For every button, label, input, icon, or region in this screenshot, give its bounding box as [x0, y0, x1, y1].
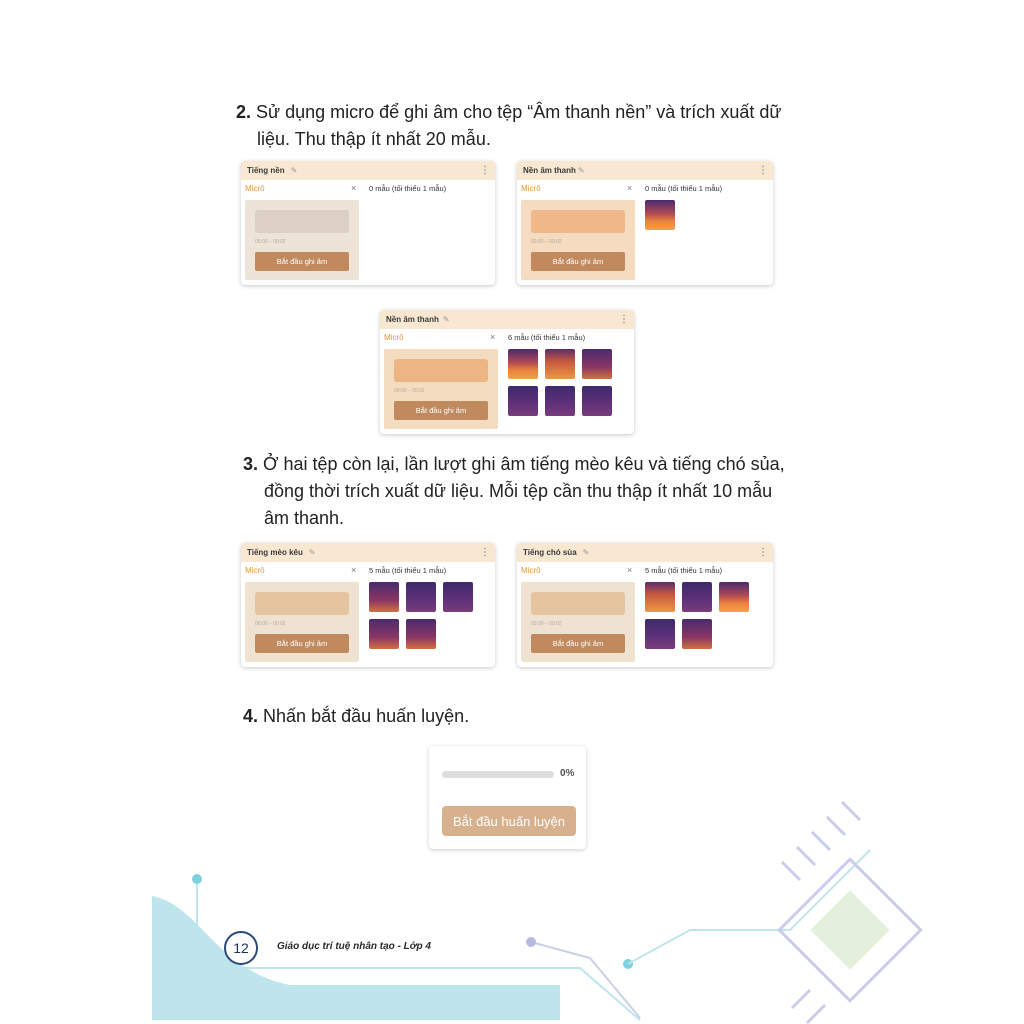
start-recording-button[interactable]: Bắt đầu ghi âm	[394, 401, 488, 420]
step-3-text	[243, 451, 785, 532]
record-panel	[245, 200, 359, 280]
microphone-label: Micrô	[521, 184, 541, 193]
card-header	[380, 310, 634, 329]
spectrogram-thumbnail[interactable]	[406, 619, 436, 649]
close-icon[interactable]: ×	[351, 565, 357, 575]
record-time: 00:00 – 00:02	[531, 621, 562, 627]
step-3-line-1: Ở hai tệp còn lại, lần lượt ghi âm tiếng mèo kêu và tiếng chó sủa,	[263, 454, 785, 474]
spectrogram-thumbnail[interactable]	[645, 582, 675, 612]
record-time: 00:00 – 00:02	[531, 239, 562, 245]
step-2-number: 2.	[236, 102, 252, 122]
audio-waveform-bar	[255, 592, 349, 615]
step-3-number: 3.	[243, 454, 259, 474]
card-title[interactable]: Tiếng nền	[247, 166, 285, 175]
record-panel	[384, 349, 498, 429]
spectrogram-thumbnail[interactable]	[545, 386, 575, 416]
record-time: 00:00 – 00:02	[255, 621, 286, 627]
microphone-label: Micrô	[384, 333, 404, 342]
record-time: 00:00 – 00:02	[255, 239, 286, 245]
close-icon[interactable]: ×	[351, 183, 357, 193]
class-card-tieng-meo-keu	[241, 543, 495, 667]
spectrogram-thumbnail[interactable]	[443, 582, 473, 612]
spectrogram-thumbnail[interactable]	[645, 200, 675, 230]
spectrogram-thumbnail[interactable]	[508, 386, 538, 416]
card-title[interactable]: Nền âm thanh	[386, 315, 439, 324]
card-header	[241, 161, 495, 180]
start-recording-button[interactable]: Bắt đầu ghi âm	[531, 252, 625, 271]
sample-count: 5 mẫu (tối thiểu 1 mẫu)	[645, 566, 723, 575]
step-4-text	[243, 703, 469, 730]
more-options-icon[interactable]: ⋮	[758, 165, 767, 176]
record-panel	[521, 582, 635, 662]
pencil-icon[interactable]: ✎	[442, 315, 450, 324]
more-options-icon[interactable]: ⋮	[480, 165, 489, 176]
class-card-tieng-nen	[241, 161, 495, 285]
footer-wave	[152, 896, 560, 1020]
spectrogram-thumbnail[interactable]	[719, 582, 749, 612]
sample-thumbnails	[508, 349, 612, 416]
pencil-icon[interactable]: ✎	[582, 548, 590, 557]
card-title[interactable]: Tiếng chó sủa	[523, 548, 577, 557]
spectrogram-thumbnail[interactable]	[369, 619, 399, 649]
class-card-nen-am-thanh	[517, 161, 773, 285]
start-training-button[interactable]: Bắt đầu huấn luyện	[442, 806, 576, 836]
audio-waveform-bar	[255, 210, 349, 233]
spectrogram-thumbnail[interactable]	[582, 386, 612, 416]
training-panel	[429, 746, 586, 849]
microphone-label: Micrô	[245, 184, 265, 193]
step-3-line-2: đồng thời trích xuất dữ liệu. Mỗi tệp cần thu thập ít nhất 10 mẫu	[264, 481, 773, 501]
pencil-icon[interactable]: ✎	[577, 166, 585, 175]
chip-inner	[810, 890, 889, 969]
more-options-icon[interactable]: ⋮	[480, 547, 489, 558]
class-card-tieng-cho-sua	[517, 543, 773, 667]
training-progress-bar	[442, 771, 554, 778]
spectrogram-thumbnail[interactable]	[582, 349, 612, 379]
record-panel	[245, 582, 359, 662]
microphone-label: Micrô	[521, 566, 541, 575]
book-title: Giáo dục trí tuệ nhân tạo - Lớp 4	[277, 941, 431, 952]
footer-node-2	[526, 937, 536, 947]
step-4-line-1: Nhấn bắt đầu huấn luyện.	[263, 706, 470, 726]
record-time: 00:00 – 00:02	[394, 388, 425, 394]
spectrogram-thumbnail[interactable]	[545, 349, 575, 379]
more-options-icon[interactable]: ⋮	[758, 547, 767, 558]
card-header	[517, 543, 773, 562]
start-recording-button[interactable]: Bắt đầu ghi âm	[255, 634, 349, 653]
sample-count: 0 mẫu (tối thiểu 1 mẫu)	[645, 184, 723, 193]
spectrogram-thumbnail[interactable]	[508, 349, 538, 379]
sample-thumbnails	[645, 200, 749, 230]
card-header	[241, 543, 495, 562]
audio-waveform-bar	[394, 359, 488, 382]
audio-waveform-bar	[531, 592, 625, 615]
step-3-line-3: âm thanh.	[264, 508, 345, 528]
sample-count: 6 mẫu (tối thiểu 1 mẫu)	[508, 333, 586, 342]
card-title[interactable]: Nền âm thanh	[523, 166, 576, 175]
spectrogram-thumbnail[interactable]	[682, 582, 712, 612]
training-progress-percent: 0%	[560, 768, 575, 779]
record-panel	[521, 200, 635, 280]
card-title[interactable]: Tiếng mèo kêu	[247, 548, 303, 557]
close-icon[interactable]: ×	[490, 332, 496, 342]
pencil-icon[interactable]: ✎	[308, 548, 316, 557]
sample-count: 5 mẫu (tối thiểu 1 mẫu)	[369, 566, 447, 575]
spectrogram-thumbnail[interactable]	[645, 619, 675, 649]
spectrogram-thumbnail[interactable]	[682, 619, 712, 649]
pencil-icon[interactable]: ✎	[290, 166, 298, 175]
spectrogram-thumbnail[interactable]	[406, 582, 436, 612]
sample-count: 0 mẫu (tối thiểu 1 mẫu)	[369, 184, 447, 193]
close-icon[interactable]: ×	[627, 565, 633, 575]
start-recording-button[interactable]: Bắt đầu ghi âm	[255, 252, 349, 271]
footer-node	[192, 874, 202, 884]
microphone-label: Micrô	[245, 566, 265, 575]
close-icon[interactable]: ×	[627, 183, 633, 193]
start-recording-button[interactable]: Bắt đầu ghi âm	[531, 634, 625, 653]
more-options-icon[interactable]: ⋮	[619, 314, 628, 325]
card-header	[517, 161, 773, 180]
audio-waveform-bar	[531, 210, 625, 233]
page-number: 12	[224, 931, 258, 965]
sample-thumbnails	[645, 582, 749, 649]
page-number-badge	[224, 931, 258, 965]
step-2-line-2: liệu. Thu thập ít nhất 20 mẫu.	[257, 129, 491, 149]
sample-thumbnails	[369, 582, 473, 649]
spectrogram-thumbnail[interactable]	[369, 582, 399, 612]
step-2-line-1: Sử dụng micro để ghi âm cho tệp “Âm thanh nền” và trích xuất dữ	[256, 102, 782, 122]
step-2-text	[236, 99, 781, 153]
step-4-number: 4.	[243, 706, 259, 726]
class-card-nen-am-thanh-6	[380, 310, 634, 434]
